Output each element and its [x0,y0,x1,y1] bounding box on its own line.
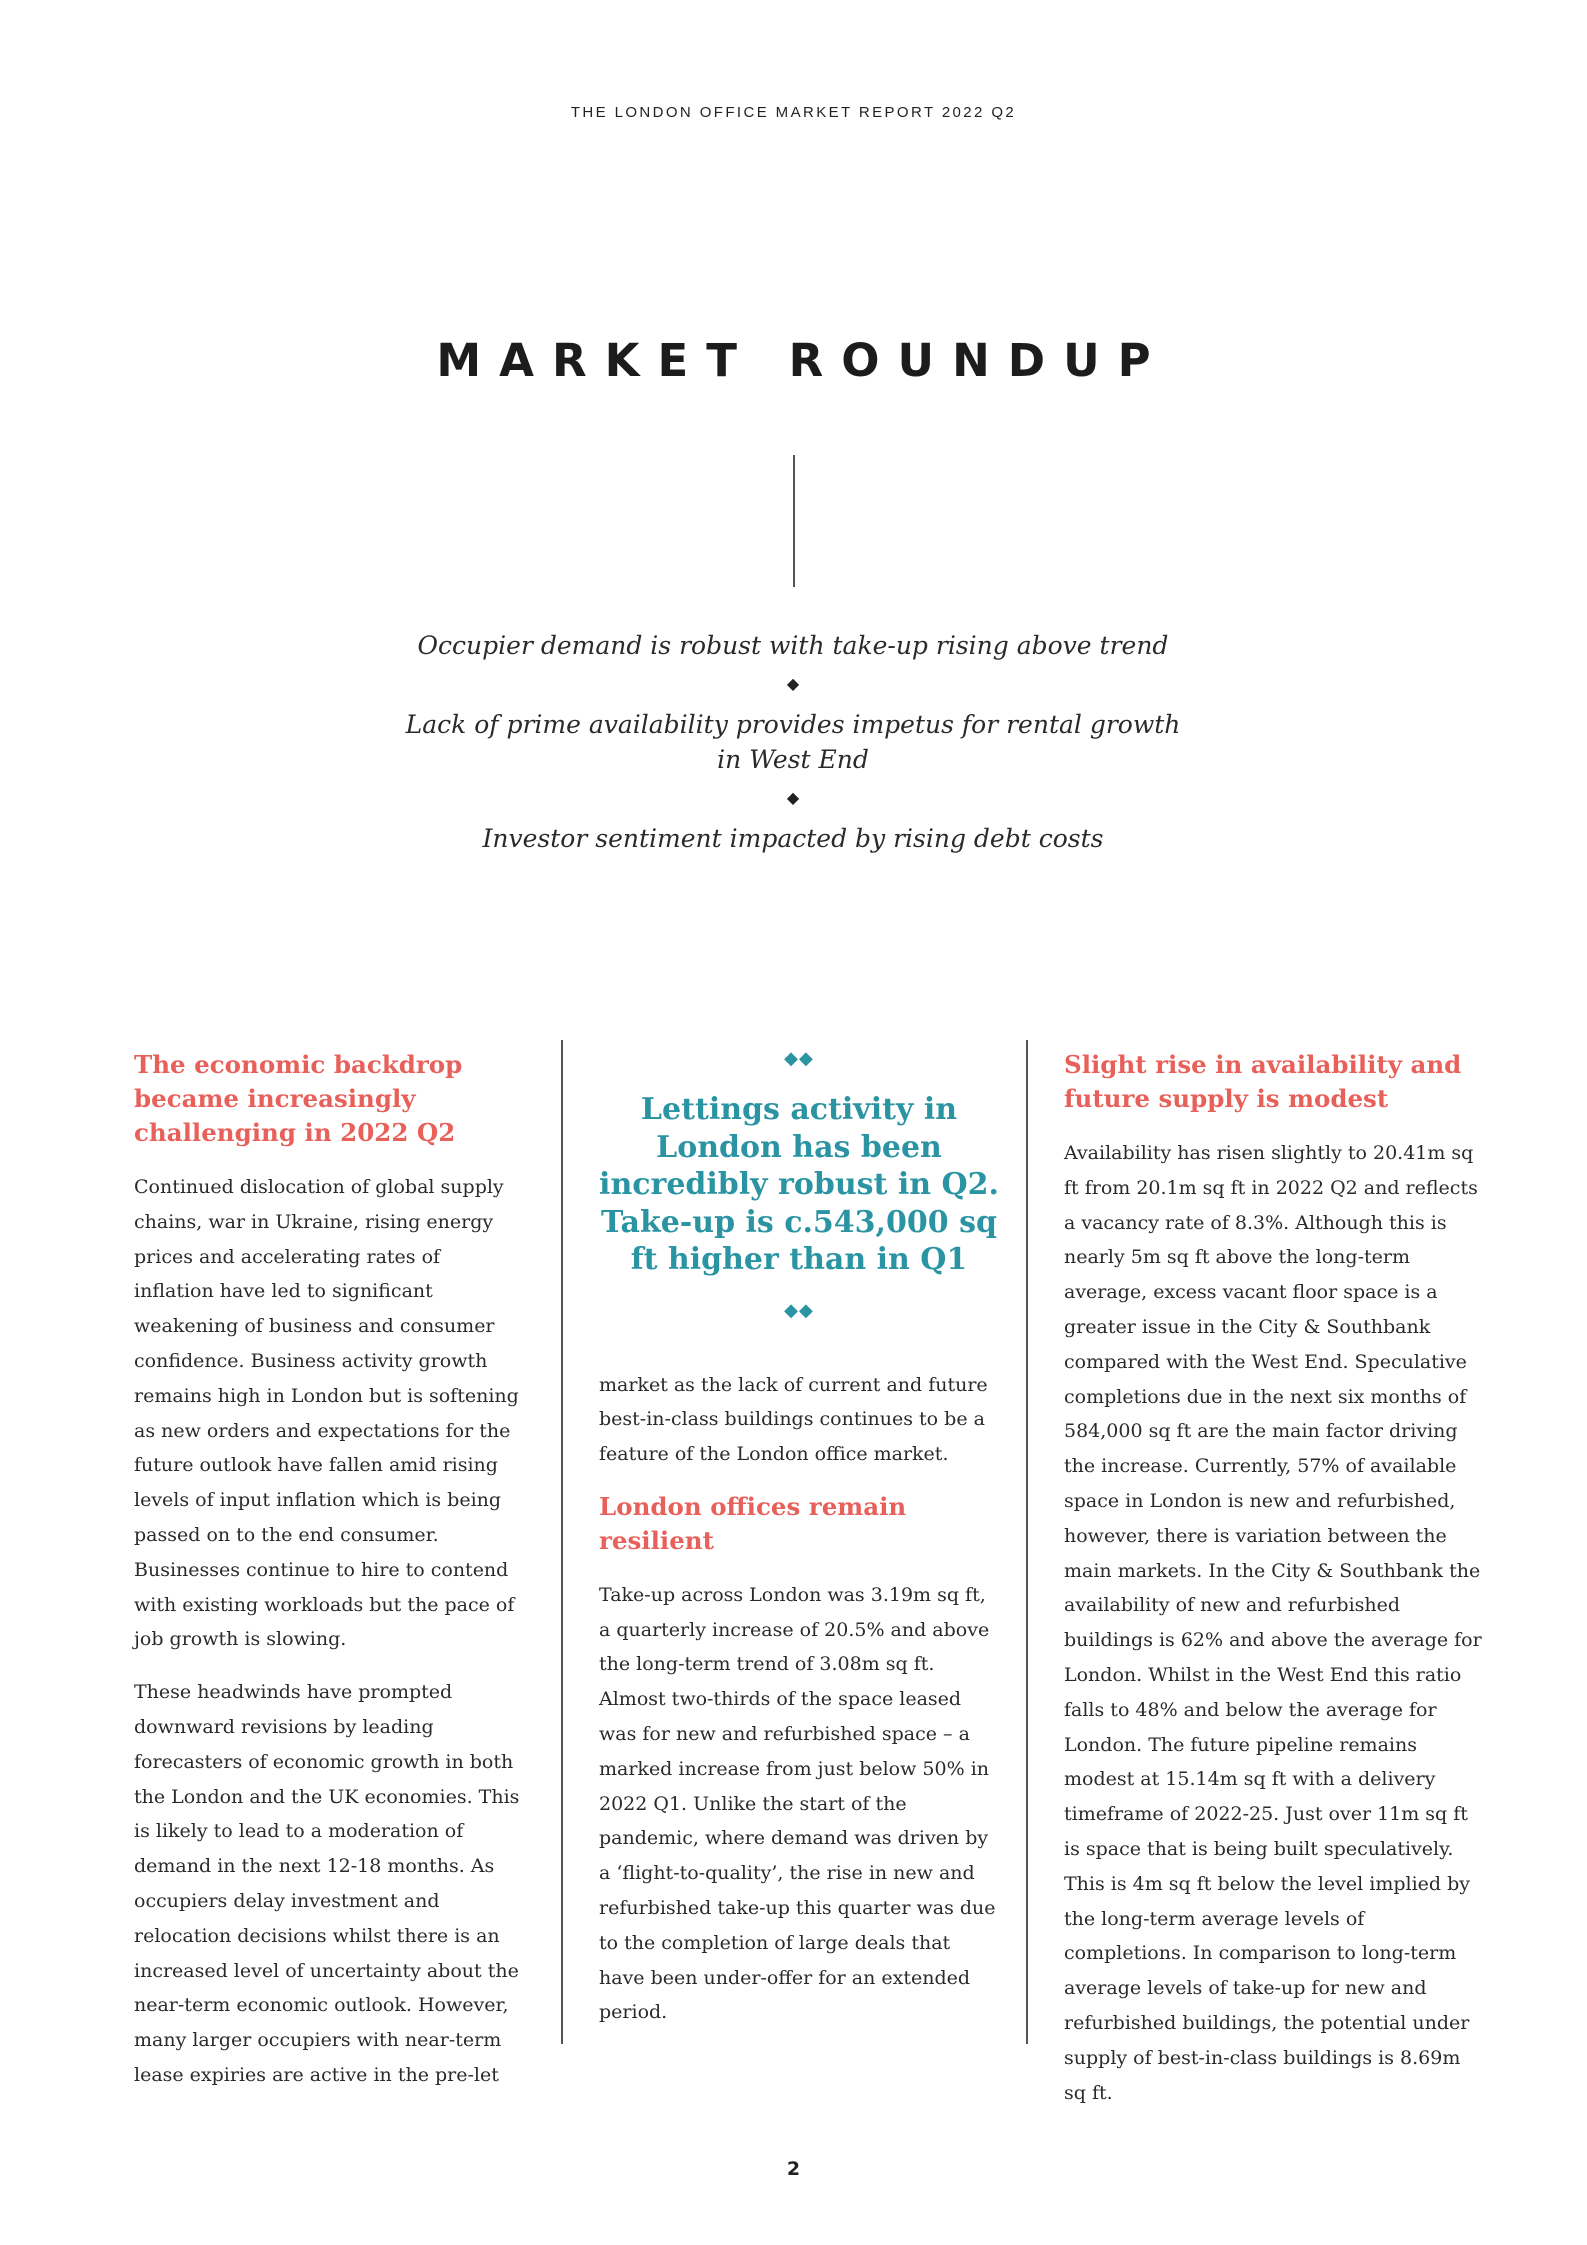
section-heading-economic-backdrop: The economic backdrop became increasingly challenging in 2022 Q2 [134,1050,463,1147]
pull-quote [599,1048,999,1322]
middle-column [599,1048,999,2048]
body-paragraph: Continued dislocation of global supply chains, war in Ukraine, rising energy prices and accelerating rates of inflation have led to significant weakening of business and consumer confidence. Business activity growth remains high in London but is softening as new orders and expectations for the future outlook have fallen amid rising levels of input inflation which is being passed on to the end consumer. Businesses continue to hire to contend with existing workloads but the pace of job growth is slowing. [134,1176,519,1651]
section-heading-availability: Slight rise in availability and future supply is modest [1064,1050,1462,1113]
body-paragraph: Availability has risen slightly to 20.41m sq ft from 20.1m sq ft in 2022 Q2 and reflects a vacancy rate of 8.3%. Although this is nearly 5m sq ft above the long-term average, excess vacant floor space is a greater issue in the City & Southbank compared with the West End. Speculative completions due in the next six months of 584,000 sq ft are the main factor driving the increase. Currently, 57% of available space in London is new and refurbished, however, there is variation between the main markets. In the City & Southbank the availability of new and refurbished buildings is 62% and above the average for London. Whilst in the West End this ratio falls to 48% and below the average for London. The future pipeline remains modest at 15.14m sq ft with a delivery timeframe of 2022-25. Just over 11m sq ft is space that is being built speculatively. This is 4m sq ft below the level implied by the long-term average levels of completions. In comparison to long-term average levels of take-up for new and refurbished buildings, the potential under supply of best-in-class buildings is 8.69m sq ft. [1064,1142,1482,2104]
diamond-separator-icon: ◆ [786,674,800,693]
section-heading-london-offices: London offices remain resilient [599,1491,907,1555]
running-head: THE LONDON OFFICE MARKET REPORT 2022 Q2 [570,104,1017,121]
body-paragraph: Take-up across London was 3.19m sq ft, a quarterly increase of 20.5% and above the long-term trend of 3.08m sq ft. Almost two-thirds of the space leased was for new and refurbished space – a marked increase from just below 50% in 2022 Q1. Unlike the start of the pandemic, where demand was driven by a ‘flight-to-quality’, the rise in new and refurbished take-up this quarter was due to the completion of large deals that have been under-offer for an extended period. [599,1583,996,2024]
key-highlights [393,628,1193,856]
column-divider-right [1026,1040,1028,2044]
double-diamond-icon: ◆◆ [784,1299,814,1321]
diamond-separator-icon: ◆ [786,788,800,807]
body-paragraph-continuation: market as the lack of current and future best-in-class buildings continues to be a feature of the London office market. [599,1373,988,1466]
right-column [1064,1048,1484,2128]
highlight-prime-availability: Lack of prime availability provides impetus for rental growth in West End [405,710,1181,774]
highlight-occupier-demand: Occupier demand is robust with take-up rising above trend [417,631,1169,660]
highlight-investor-sentiment: Investor sentiment impacted by rising debt costs [482,824,1104,853]
page-number: 2 [786,2158,801,2180]
left-column [134,1048,520,2111]
pull-quote-text: Lettings activity in London has been incredibly robust in Q2. Take-up is c.543,000 sq ft higher than in Q1 [599,1092,999,1277]
title-divider-rule [793,455,795,587]
body-paragraph: These headwinds have prompted downward revisions by leading forecasters of economic growth in both the London and the UK economies. This is likely to lead to a moderation of demand in the next 12-18 months. As occupiers delay investment and relocation decisions whilst there is an increased level of uncertainty about the near-term economic outlook. However, many larger occupiers with near-term lease expiries are active in the pre-let [134,1681,520,2086]
double-diamond-icon: ◆◆ [784,1048,814,1069]
page-title: MARKET ROUNDUP [436,334,1169,387]
column-divider-left [561,1040,563,2044]
